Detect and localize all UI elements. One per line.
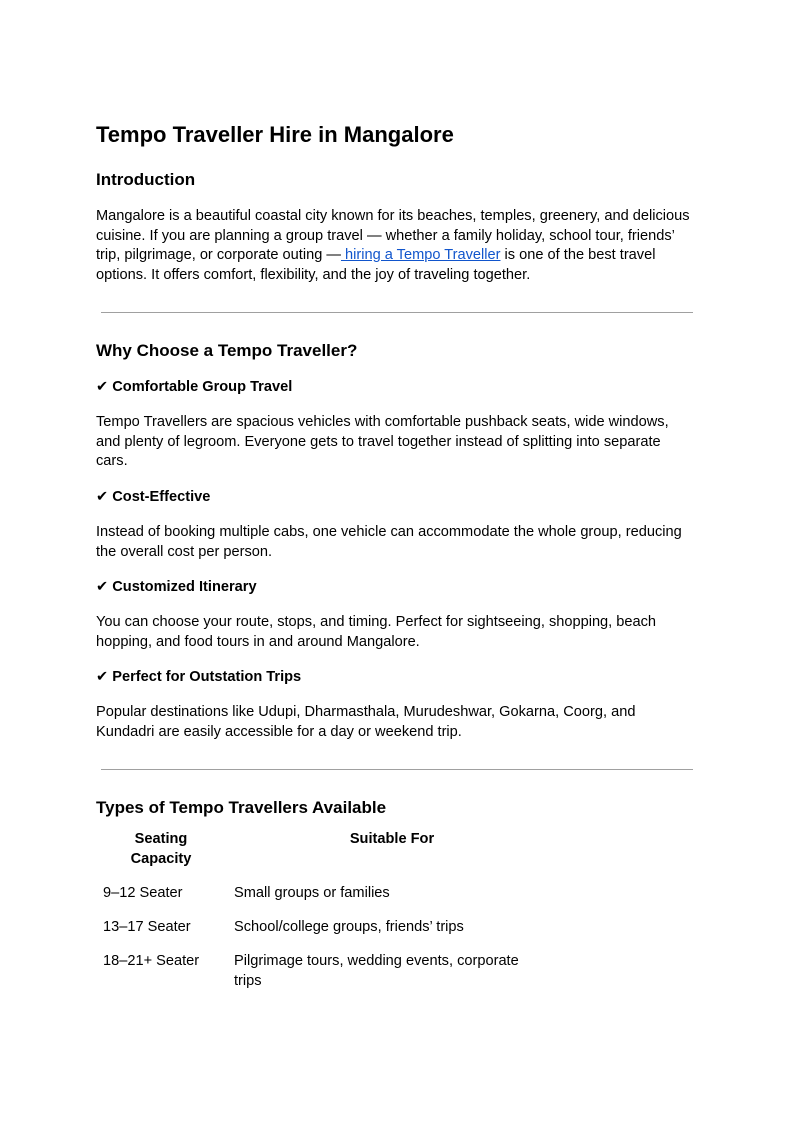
check-icon: ✔	[96, 379, 109, 395]
section-divider	[101, 312, 693, 313]
table-cell-seating: 18–21+ Seater	[103, 953, 200, 969]
check-icon: ✔	[96, 489, 109, 505]
table-cell-suitable: Small groups or families	[234, 885, 390, 901]
table-cell-suitable: Pilgrimage tours, wedding events, corporate trips	[234, 953, 519, 989]
table-cell-suitable: School/college groups, friends’ trips	[234, 919, 464, 935]
feature-text-comfortable: Tempo Travellers are spacious vehicles with comfortable pushback seats, wide windows, and plenty of legroom. Everyone gets to travel together instead of splitting into separate cars.	[96, 414, 669, 469]
intro-paragraph	[96, 207, 696, 285]
section-divider	[101, 769, 693, 770]
page-title: Tempo Traveller Hire in Mangalore	[96, 122, 454, 147]
intro-text-after: is one of the best travel options. It offers comfort, flexibility, and the joy of traveling together.	[96, 247, 656, 283]
intro-text-before: Mangalore is a beautiful coastal city known for its beaches, temples, greenery, and delicious cuisine. If you are planning a group travel — whether a family holiday, school tour, friends’ trip, pilgrimage, or corporate outing —	[96, 208, 690, 263]
feature-title-cost: ✔ Cost-Effective	[96, 489, 211, 505]
why-heading: Why Choose a Tempo Traveller?	[96, 341, 358, 360]
feature-text-cost: Instead of booking multiple cabs, one vehicle can accommodate the whole group, reducing the overall cost per person.	[96, 524, 682, 560]
feature-text-outstation: Popular destinations like Udupi, Dharmasthala, Murudeshwar, Gokarna, Coorg, and Kundadri are easily accessible for a day or weekend trip.	[96, 704, 636, 740]
intro-heading: Introduction	[96, 170, 196, 189]
hire-tempo-traveller-link[interactable]: hiring a Tempo Traveller	[340, 247, 501, 263]
table-cell-seating: 9–12 Seater	[103, 885, 183, 901]
table-cell-seating: 13–17 Seater	[103, 919, 191, 935]
types-heading: Types of Tempo Travellers Available	[96, 798, 387, 817]
column-header-suitable: Suitable For	[349, 831, 435, 847]
feature-title-outstation: ✔ Perfect for Outstation Trips	[96, 669, 302, 685]
feature-title-comfortable: ✔ Comfortable Group Travel	[96, 379, 293, 395]
feature-title-itinerary: ✔ Customized Itinerary	[96, 579, 257, 595]
check-icon: ✔	[96, 579, 109, 595]
column-header-seating: Seating Capacity	[130, 831, 192, 867]
feature-text-itinerary: You can choose your route, stops, and timing. Perfect for sightseeing, shopping, beach hopping, and food tours in and around Mangalore.	[96, 614, 657, 650]
check-icon: ✔	[96, 669, 109, 685]
